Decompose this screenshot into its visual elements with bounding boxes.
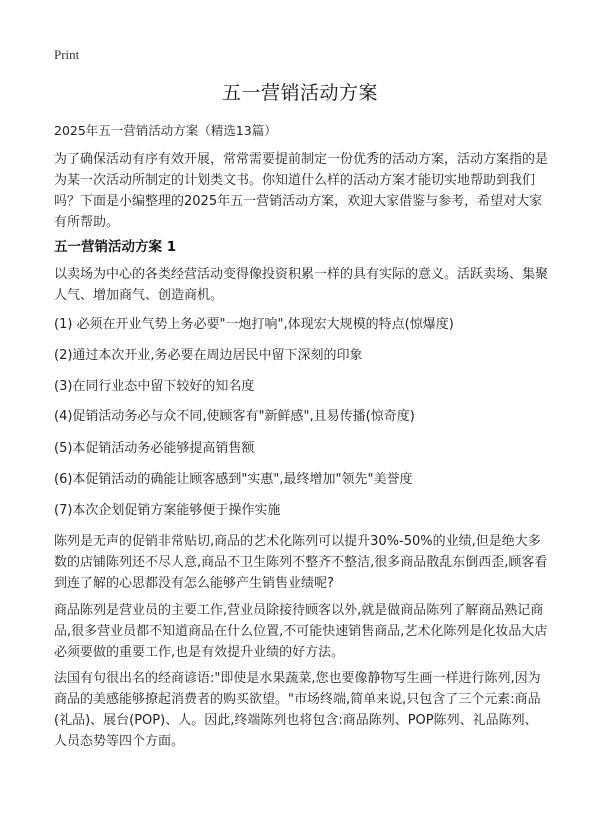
- list-item: (1) 必须在开业气势上务必要"一炮打响",体现宏大规模的特点(惊爆度): [54, 317, 454, 332]
- paragraph: 陈列是无声的促销非常贴切,商品的艺术化陈列可以提升30%-50%的业绩,但是绝大多数的店铺陈列还不尽人意,商品不卫生陈列不整齐不整洁,很多商品散乱东倒西歪,顾客看到连了解的心思都没有怎么能够产生销售业绩呢?: [54, 534, 548, 591]
- print-link[interactable]: Print: [54, 47, 80, 62]
- document-subtitle: 2025年五一营销活动方案（精选13篇）: [54, 123, 277, 138]
- list-item: (6)本促销活动的确能让顾客感到"实惠",最终增加"领先"美誉度: [54, 472, 413, 487]
- intro-paragraph: 为了确保活动有序有效开展，常常需要提前制定一份优秀的活动方案，活动方案指的是为某一次活动所制定的计划类文书。你知道什么样的活动方案才能切实地帮助到我们吗？下面是小编整理的2025年五一营销活动方案，欢迎大家借鉴与参考，希望对大家有所帮助。: [54, 152, 549, 230]
- paragraph: 商品陈列是营业员的主要工作,营业员除接待顾客以外,就是做商品陈列了解商品熟记商品,很多营业员都不知道商品在什么位置,不可能快速销售商品,艺术化陈列是化妆品大店必须要做的重要工作,也是有效提升业绩的好方法。: [54, 603, 548, 660]
- list-item: (7)本次企划促销方案能够便于操作实施: [54, 503, 281, 518]
- section-heading: 五一营销活动方案 1: [54, 239, 177, 255]
- paragraph: 法国有句很出名的经商谚语:"即使是水果蔬菜,您也要像静物写生画一样进行陈列,因为商品的美感能够撩起消费者的购买欲望。"市场终端,简单来说,只包含了三个元素:商品(礼品)、展台(POP)、人。因此,终端陈列也将包含:商品陈列、POP陈列、礼品陈列、人员态势等四个方面。: [54, 671, 541, 749]
- list-item: (5)本促销活动务必能够提高销售额: [54, 441, 255, 456]
- list-item: (2)通过本次开业,务必要在周边居民中留下深刻的印象: [54, 348, 363, 363]
- paragraph: 以卖场为中心的各类经营活动变得像投资积累一样的具有实际的意义。活跃卖场、集聚人气、增加商气、创造商机。: [54, 267, 549, 303]
- list-item: (3)在同行业态中留下较好的知名度: [54, 379, 255, 394]
- list-item: (4)促销活动务必与众不同,使顾客有"新鲜感",且易传播(惊奇度): [54, 409, 415, 424]
- page-title: 五一营销活动方案: [221, 82, 378, 104]
